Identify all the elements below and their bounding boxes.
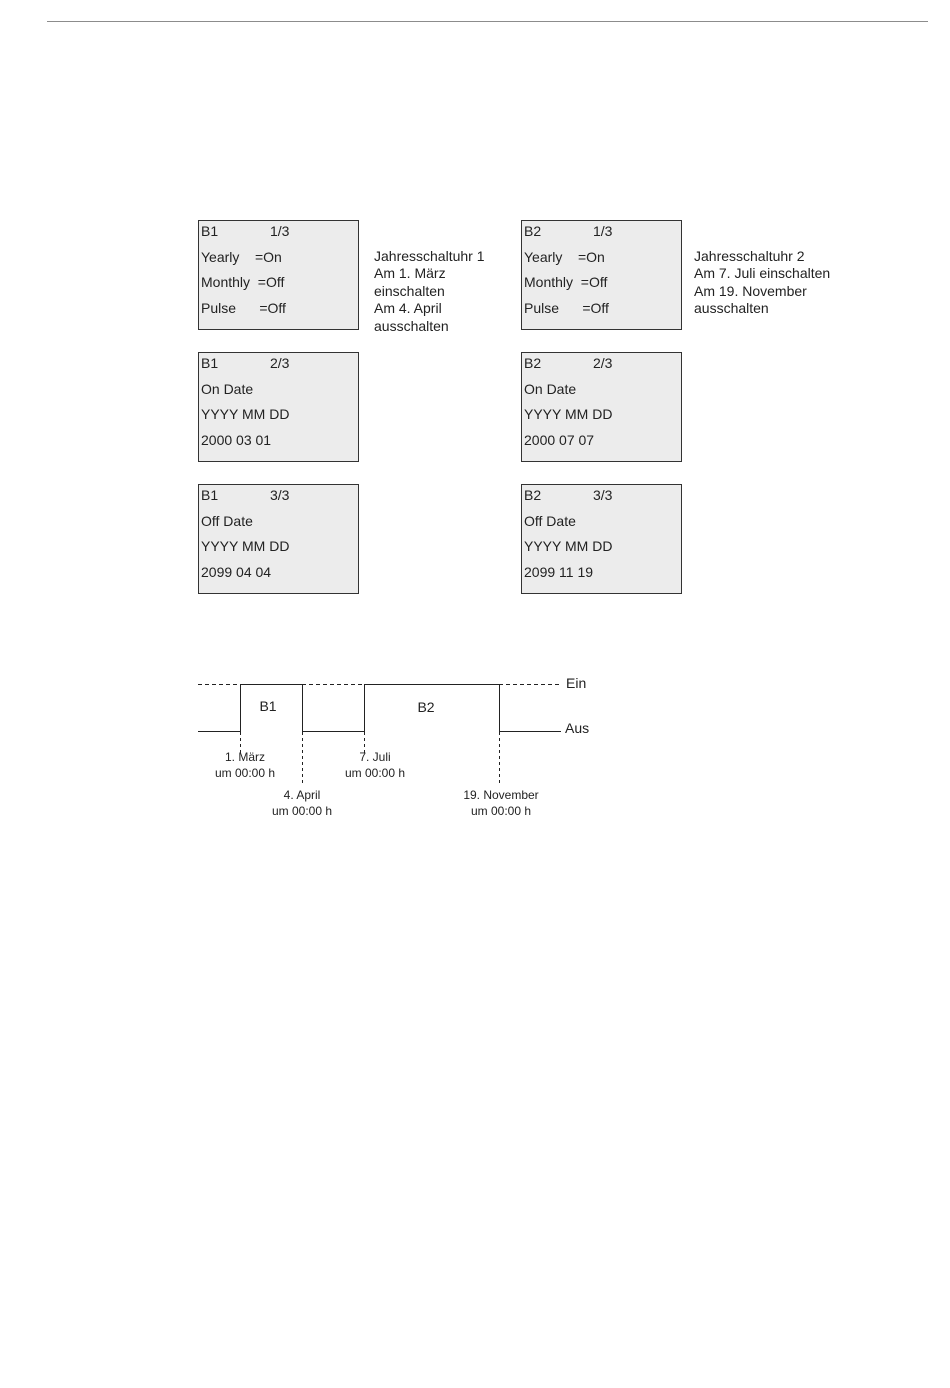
screen-page: 2/3 [593, 355, 613, 371]
note-line: Am 4. April [374, 300, 442, 317]
lcd-screen-b2-page2 [521, 352, 682, 462]
screen-line: YYYY MM DD [201, 538, 290, 554]
note-line: ausschalten [374, 317, 449, 334]
screen-title: B2 [524, 355, 542, 371]
signal-trace [198, 685, 561, 732]
screen-line: Pulse =Off [524, 300, 609, 316]
screen-page: 1/3 [270, 223, 290, 239]
screen-line: Monthly =Off [524, 274, 608, 290]
level-label-off: Aus [565, 720, 590, 736]
time-label [335, 750, 415, 781]
screen-title: B1 [201, 355, 219, 371]
note-line: Am 19. November [694, 282, 807, 299]
level-label-on: Ein [566, 675, 587, 691]
time-label-time: um 00:00 h [214, 765, 276, 780]
screen-line: Yearly =On [524, 249, 605, 265]
screen-page: 3/3 [593, 487, 613, 503]
time-label [205, 750, 285, 781]
note-line: Am 1. März [374, 265, 446, 282]
pulse-label-b2: B2 [417, 699, 435, 715]
time-label-date: 4. April [283, 788, 321, 802]
screen-line: YYYY MM DD [524, 406, 613, 422]
pulse-label-b1: B1 [259, 698, 277, 714]
screen-line: 2099 11 19 [524, 564, 594, 580]
note-line: Am 7. Juli einschalten [694, 265, 831, 282]
screen-line: On Date [524, 381, 577, 397]
screen-line: YYYY MM DD [201, 406, 290, 422]
screen-line: On Date [201, 381, 254, 397]
screen-line: Pulse =Off [201, 300, 286, 316]
screen-line: Off Date [201, 513, 253, 529]
time-label-time: um 00:00 h [271, 803, 333, 818]
lcd-screen-b1-page3 [198, 484, 359, 594]
screen-line: Yearly =On [201, 249, 282, 265]
screen-line: Monthly =Off [201, 274, 285, 290]
time-label [451, 788, 551, 819]
screen-title: B1 [201, 487, 219, 503]
time-label-date: 7. Juli [359, 750, 391, 764]
screen-line: Off Date [524, 513, 576, 529]
time-label-time: um 00:00 h [470, 803, 532, 818]
note-b1 [374, 248, 485, 335]
screen-page: 1/3 [593, 223, 613, 239]
screen-title: B1 [201, 223, 219, 239]
screen-line: 2000 03 01 [201, 432, 272, 448]
note-b2 [694, 248, 830, 318]
screen-page: 3/3 [270, 487, 290, 503]
screen-line: 2000 07 07 [524, 432, 595, 448]
header-rule [47, 21, 928, 22]
lcd-screen-b2-page1 [521, 220, 682, 330]
time-label-time: um 00:00 h [344, 765, 406, 780]
time-label [262, 788, 342, 819]
note-line: ausschalten [694, 300, 769, 317]
lcd-screen-b1-page1 [198, 220, 359, 330]
screen-title: B2 [524, 223, 542, 239]
time-label-date: 1. März [224, 750, 265, 764]
lcd-screen-b1-page2 [198, 352, 359, 462]
note-line: Jahresschaltuhr 1 [374, 248, 485, 264]
screen-line: YYYY MM DD [524, 538, 613, 554]
time-label-date: 19. November [463, 788, 539, 802]
note-line: einschalten [374, 282, 445, 299]
screen-line: 2099 04 04 [201, 564, 272, 580]
note-line: Jahresschaltuhr 2 [694, 248, 805, 264]
screen-title: B2 [524, 487, 542, 503]
screen-page: 2/3 [270, 355, 290, 371]
lcd-screen-b2-page3 [521, 484, 682, 594]
